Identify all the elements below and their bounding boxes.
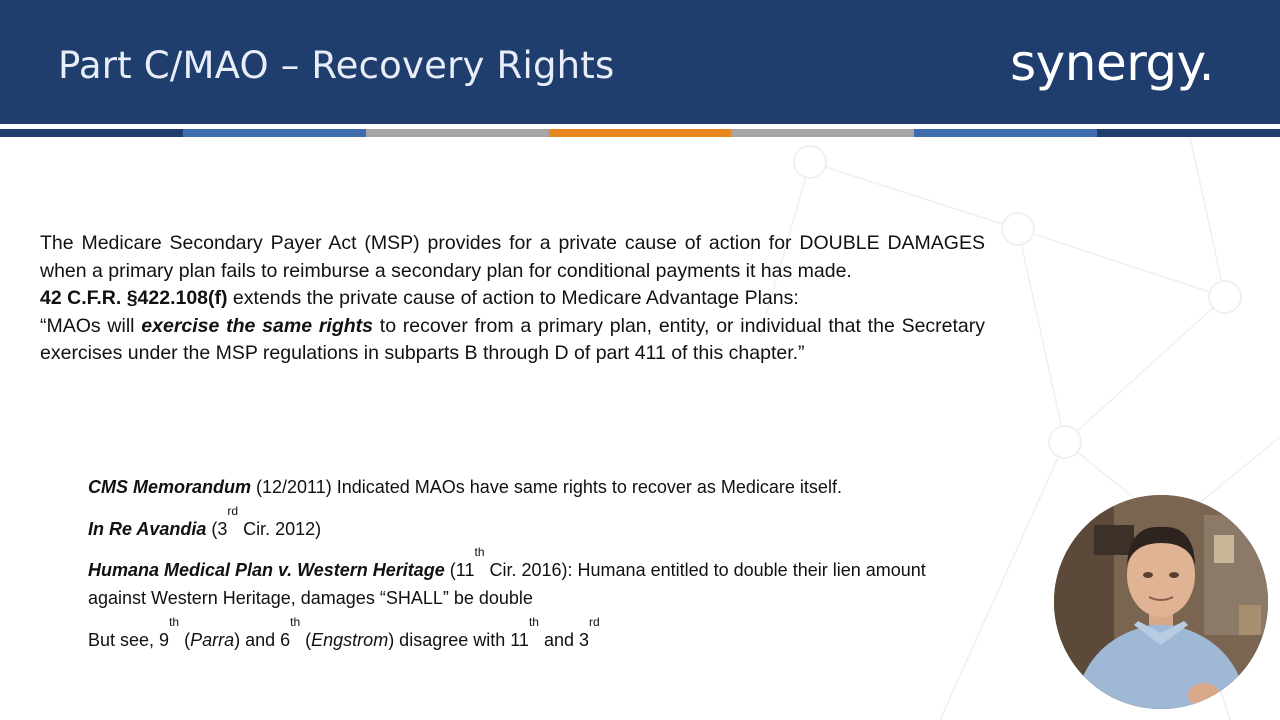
case-name-parra: Parra xyxy=(190,630,235,650)
synergy-logo: synergy. xyxy=(1010,34,1214,92)
case-text: ) and 6 xyxy=(234,630,291,650)
stripe-segment xyxy=(1097,129,1280,137)
cfr-text: extends the private cause of action to Medicare Advantage Plans: xyxy=(227,287,799,309)
ordinal-suffix: th xyxy=(528,615,539,629)
cfr-citation: 42 C.F.R. §422.108(f) xyxy=(40,287,228,309)
case-title: CMS Memorandum xyxy=(88,477,252,497)
stripe-segment xyxy=(366,129,549,137)
presenter-video-icon xyxy=(1054,495,1268,709)
case-text: (12/2011) Indicated MAOs have same rights to recover as Medicare itself. xyxy=(251,477,842,497)
quote-open: “MAOs will xyxy=(40,314,142,337)
ordinal-suffix: rd xyxy=(227,504,239,518)
quote-emphasis: exercise the same rights xyxy=(141,314,373,337)
case-text: (3 xyxy=(206,519,228,539)
cfr-paragraph xyxy=(40,285,985,313)
case-text: Cir. 2012) xyxy=(238,519,322,539)
accent-stripe-bar xyxy=(0,129,1280,137)
case-text: ( xyxy=(179,630,191,650)
slide-header xyxy=(0,0,1280,124)
case-name-engstrom: Engstrom xyxy=(311,630,389,650)
case-circuit-split xyxy=(88,615,988,654)
case-text: and 3 xyxy=(538,630,589,650)
presenter-webcam xyxy=(1054,495,1268,709)
case-text: Cir. 2016): Humana entitled to double their lien amount against Western Heritage, damages “SHALL” be double xyxy=(88,560,926,608)
case-title: Humana Medical Plan v. Western Heritage xyxy=(88,560,445,580)
case-text: ) disagree with 11 xyxy=(388,630,529,650)
stripe-segment xyxy=(183,129,366,137)
ordinal-suffix: th xyxy=(169,615,180,629)
main-content xyxy=(40,230,985,368)
stripe-segment xyxy=(914,129,1097,137)
ordinal-suffix: rd xyxy=(589,615,600,629)
ordinal-suffix: th xyxy=(290,615,301,629)
case-text: (11 xyxy=(444,560,475,580)
case-cms-memorandum xyxy=(88,473,988,501)
stripe-segment xyxy=(731,129,914,137)
msp-paragraph: The Medicare Secondary Payer Act (MSP) provides for a private cause of action for DOUBLE DAMAGES when a primary plan fails to reimburse a secondary plan for conditional payments it has made. xyxy=(40,232,985,282)
quote-rest: to recover from a primary plan, entity, or individual that the Secretary exercises under the MSP regulations in subparts B through D of part 411 of this chapter.” xyxy=(40,314,986,364)
regulation-quote xyxy=(40,313,985,368)
case-text: ( xyxy=(300,630,312,650)
case-humana-western-heritage xyxy=(88,545,988,612)
ordinal-suffix: th xyxy=(474,545,485,559)
case-in-re-avandia xyxy=(88,504,988,543)
case-title: In Re Avandia xyxy=(88,519,207,539)
stripe-segment xyxy=(0,129,183,137)
slide-title: Part C/MAO – Recovery Rights xyxy=(58,44,615,87)
case-text: But see, 9 xyxy=(88,630,170,650)
stripe-segment xyxy=(549,129,732,137)
